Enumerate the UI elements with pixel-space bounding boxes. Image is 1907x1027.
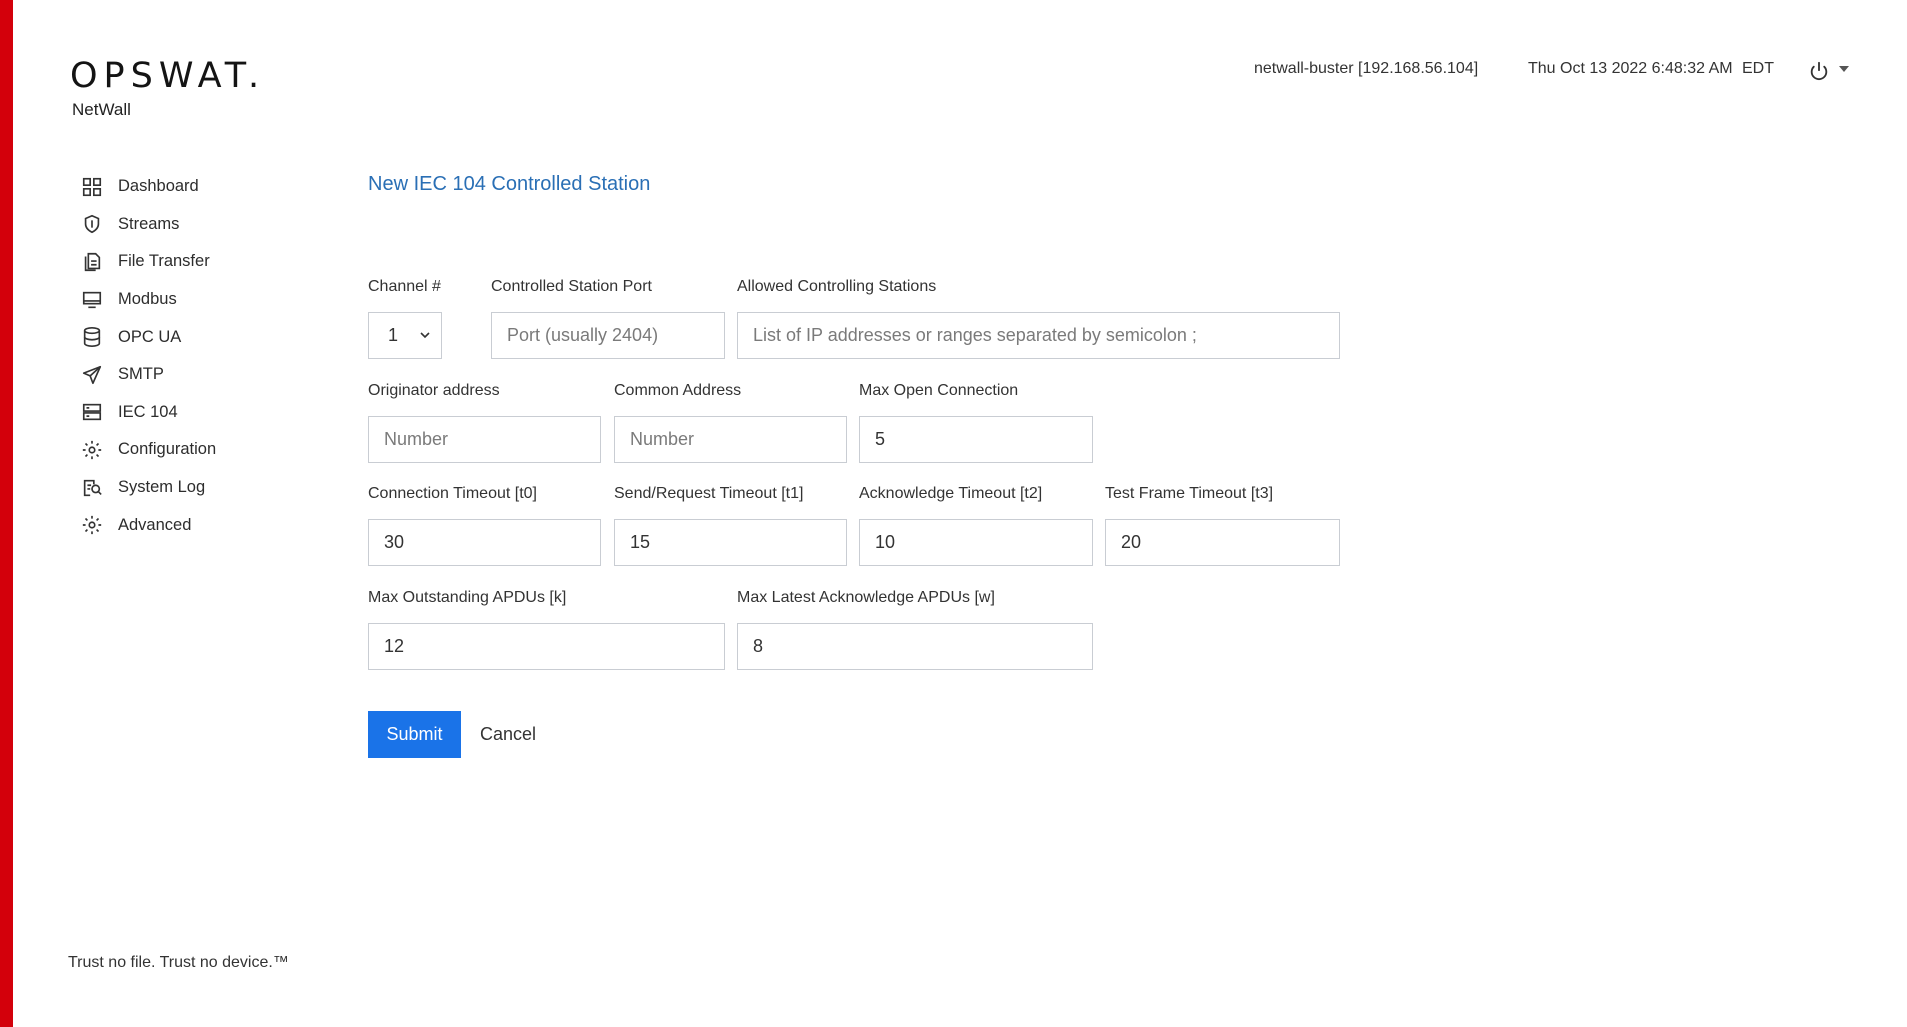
- sidebar-item-system-log[interactable]: [80, 469, 216, 507]
- common-address-label: Common Address: [614, 382, 742, 399]
- sidebar-item-iec-104[interactable]: [80, 394, 216, 432]
- database-icon: [80, 325, 104, 349]
- t0-input[interactable]: [368, 519, 601, 566]
- chevron-down-icon[interactable]: [1839, 66, 1849, 72]
- brand-side-bar: [0, 0, 13, 1027]
- allowed-stations-input[interactable]: [737, 312, 1340, 359]
- originator-label: Originator address: [368, 382, 500, 399]
- sidebar-item-opc-ua[interactable]: [80, 318, 216, 356]
- monitor-icon: [80, 288, 104, 312]
- t2-input[interactable]: [859, 519, 1093, 566]
- sidebar-item-label: SMTP: [118, 365, 164, 384]
- shield-icon: [80, 212, 104, 236]
- sidebar-item-label: Configuration: [118, 440, 217, 459]
- gear-icon: [80, 513, 104, 537]
- sidebar-item-configuration[interactable]: [80, 431, 216, 469]
- chevron-down-icon: [419, 329, 431, 341]
- w-label: Max Latest Acknowledge APDUs [w]: [737, 589, 995, 606]
- cancel-button[interactable]: Cancel: [470, 711, 546, 758]
- grid-icon: [80, 175, 104, 199]
- sidebar-item-streams[interactable]: [80, 206, 216, 244]
- station-port-input[interactable]: [491, 312, 725, 359]
- server-icon: [80, 400, 104, 424]
- gear-icon: [80, 438, 104, 462]
- product-name: NetWall: [72, 100, 131, 119]
- sidebar-item-modbus[interactable]: [80, 281, 216, 319]
- k-label: Max Outstanding APDUs [k]: [368, 589, 567, 606]
- sidebar-item-smtp[interactable]: [80, 356, 216, 394]
- sidebar-item-label: Advanced: [118, 515, 192, 534]
- sidebar-item-label: IEC 104: [118, 402, 178, 421]
- sidebar-item-advanced[interactable]: [80, 506, 216, 544]
- files-icon: [80, 250, 104, 274]
- station-port-label: Controlled Station Port: [491, 278, 652, 295]
- t1-input[interactable]: [614, 519, 847, 566]
- channel-select[interactable]: [368, 312, 442, 359]
- page-title: New IEC 104 Controlled Station: [368, 173, 651, 195]
- originator-input[interactable]: [368, 416, 601, 463]
- max-open-label: Max Open Connection: [859, 382, 1019, 399]
- t3-label: Test Frame Timeout [t3]: [1105, 485, 1274, 502]
- t3-input[interactable]: [1105, 519, 1340, 566]
- channel-value: 1: [388, 325, 399, 345]
- sidebar-item-label: File Transfer: [118, 252, 210, 271]
- submit-button[interactable]: Submit: [368, 711, 461, 758]
- w-input[interactable]: [737, 623, 1093, 670]
- channel-label: Channel #: [368, 278, 441, 295]
- current-datetime: Thu Oct 13 2022 6:48:32 AM: [1528, 60, 1733, 77]
- t1-label: Send/Request Timeout [t1]: [614, 485, 804, 502]
- t0-label: Connection Timeout [t0]: [368, 485, 537, 502]
- power-icon[interactable]: [1808, 60, 1830, 82]
- common-address-input[interactable]: [614, 416, 847, 463]
- opswat-logo: OPSWAT.: [70, 56, 266, 96]
- sidebar-nav: [80, 168, 216, 544]
- sidebar-item-dashboard[interactable]: [80, 168, 216, 206]
- sidebar-item-label: System Log: [118, 478, 206, 497]
- log-search-icon: [80, 476, 104, 500]
- k-input[interactable]: [368, 623, 725, 670]
- sidebar-item-label: Dashboard: [118, 177, 199, 196]
- allowed-stations-label: Allowed Controlling Stations: [737, 278, 937, 295]
- sidebar-item-label: Streams: [118, 214, 180, 233]
- max-open-input[interactable]: [859, 416, 1093, 463]
- tagline: Trust no file. Trust no device.™: [68, 954, 289, 971]
- sidebar-item-label: OPC UA: [118, 327, 182, 346]
- send-icon: [80, 363, 104, 387]
- host-name: netwall-buster [192.168.56.104]: [1254, 60, 1479, 77]
- t2-label: Acknowledge Timeout [t2]: [859, 485, 1043, 502]
- timezone: EDT: [1742, 60, 1774, 77]
- sidebar-item-file-transfer[interactable]: [80, 243, 216, 281]
- sidebar-item-label: Modbus: [118, 290, 177, 309]
